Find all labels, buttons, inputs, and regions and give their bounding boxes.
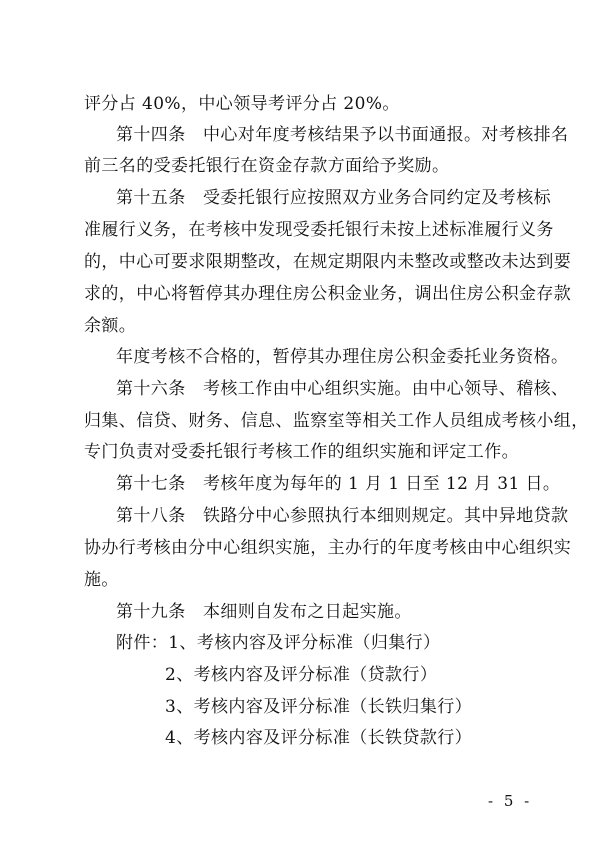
paragraph-line: 评分占 40%，中心领导考评分占 20%。 (84, 94, 400, 114)
attachment-item: 附件：1、考核内容及评分标准（归集行） (116, 633, 441, 653)
paragraph-line: 准履行义务，在考核中发现受委托银行未按上述标准履行义务 (84, 220, 554, 240)
article-19-line: 第十九条 本细则自发布之日起实施。 (116, 602, 412, 622)
paragraph-line: 的，中心可要求限期整改，在规定期限内未整改或整改未达到要 (84, 252, 572, 272)
paragraph-line: 前三名的受委托银行在资金存款方面给予奖励。 (84, 156, 450, 176)
paragraph-line: 协办行考核由分中心组织实施，主办行的年度考核由中心组织实 (84, 538, 572, 558)
attachment-item: 4、考核内容及评分标准（长铁贷款行） (165, 728, 473, 748)
paragraph-line: 年度考核不合格的，暂停其办理住房公积金委托业务资格。 (116, 347, 569, 367)
article-18-line: 第十八条 铁路分中心参照执行本细则规定。其中异地贷款 (116, 506, 569, 526)
article-17-line: 第十七条 考核年度为每年的 1 月 1 日至 12 月 31 日。 (116, 474, 561, 494)
paragraph-line: 余额。 (84, 316, 137, 336)
article-14-line: 第十四条 中心对年度考核结果予以书面通报。对考核排名 (116, 125, 569, 145)
paragraph-line: 专门负责对受委托银行考核工作的组织实施和评定工作。 (84, 442, 519, 462)
paragraph-line: 归集、信贷、财务、信息、监察室等相关工作人员组成考核小组， (84, 411, 589, 431)
page-number: - 5 - (488, 792, 533, 810)
paragraph-line: 求的，中心将暂停其办理住房公积金业务，调出住房公积金存款 (84, 284, 572, 304)
article-16-line: 第十六条 考核工作由中心组织实施。由中心领导、稽核、 (116, 379, 569, 399)
attachment-item: 2、考核内容及评分标准（贷款行） (165, 665, 438, 685)
paragraph-line: 施。 (84, 570, 119, 590)
attachment-item: 3、考核内容及评分标准（长铁归集行） (165, 697, 473, 717)
article-15-line: 第十五条 受委托银行应按照双方业务合同约定及考核标 (116, 188, 551, 208)
